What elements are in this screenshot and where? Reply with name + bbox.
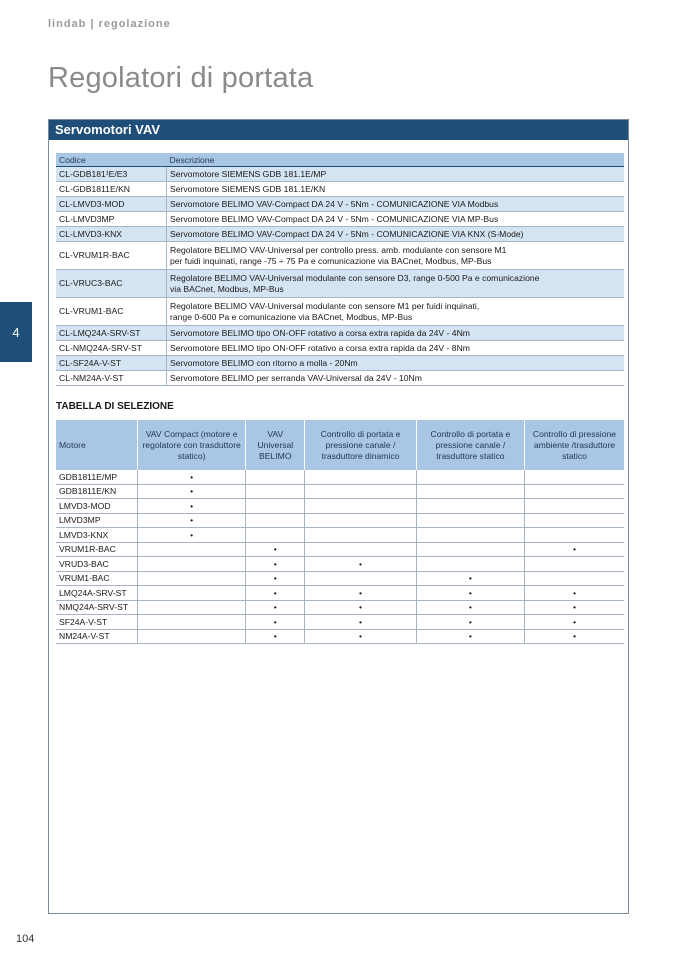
selection-cell: [416, 542, 524, 557]
motor-cell: VRUD3-BAC: [56, 557, 138, 572]
code-cell: CL-LMVD3MP: [56, 212, 167, 227]
bullet-mark: •: [359, 558, 363, 569]
code-cell: CL-LMVD3-KNX: [56, 227, 167, 242]
code-cell: CL-SF24A-V-ST: [56, 356, 167, 371]
selection-cell: [246, 484, 305, 499]
selection-row: [56, 513, 624, 528]
selection-cell: [138, 499, 246, 514]
selection-header-room-pressure: Controllo di pressione ambiente /trasduttore statico: [524, 420, 624, 470]
selection-cell: [138, 557, 246, 572]
description-line: Servomotore BELIMO con ritorno a molla - 20Nm: [170, 357, 358, 368]
selection-cell: [246, 571, 305, 586]
selection-cell: [246, 528, 305, 543]
selection-row: [56, 484, 624, 499]
motor-cell: VRUM1-BAC: [56, 571, 138, 586]
selection-row: [56, 615, 624, 630]
description-line: Servomotore BELIMO tipo ON-OFF rotativo a corsa extra rapida da 24V - 8Nm: [170, 342, 470, 353]
code-cell: CL-GDB1811E/KN: [56, 182, 167, 197]
selection-cell: [246, 629, 305, 644]
codes-row: [56, 326, 624, 341]
codes-row: [56, 167, 624, 182]
selection-cell: [416, 513, 524, 528]
bullet-mark: •: [359, 631, 363, 642]
bullet-mark: •: [468, 616, 472, 627]
description-cell: [167, 371, 625, 386]
selection-table-body: [56, 470, 624, 644]
codes-row: [56, 270, 624, 298]
selection-row: [56, 586, 624, 601]
description-line: Servomotore BELIMO VAV-Compact DA 24 V - 5Nm - COMUNICAZIONE VIA Modbus: [170, 198, 499, 209]
bullet-mark: •: [359, 587, 363, 598]
selection-header-vav-compact: VAV Compact (motore e regolatore con trasduttore statico): [138, 420, 246, 470]
selection-cell: [246, 586, 305, 601]
description-line: Servomotore BELIMO tipo ON-OFF rotativo a corsa extra rapida da 24V - 4Nm: [170, 327, 470, 338]
selection-row: [56, 542, 624, 557]
selection-cell: [524, 542, 624, 557]
selection-cell: [524, 586, 624, 601]
selection-cell: [138, 542, 246, 557]
description-cell: [167, 182, 625, 197]
selection-cell: [246, 615, 305, 630]
description-cell: [167, 197, 625, 212]
selection-table-header: [56, 420, 624, 470]
code-cell: CL-LMVD3-MOD: [56, 197, 167, 212]
bullet-mark: •: [359, 602, 363, 613]
selection-cell: [305, 470, 416, 484]
bullet-mark: •: [359, 616, 363, 627]
codes-row: [56, 227, 624, 242]
description-cell: [167, 212, 625, 227]
description-line: per fuidi inquinati, range -75 ÷ 75 Pa e comunicazione via BACnet, Modbus, MP-Bus: [170, 255, 492, 266]
bullet-mark: •: [190, 515, 194, 526]
description-line: Regolatore BELIMO VAV-Universal modulante con sensore D3, range 0-500 Pa e comunicazione: [170, 272, 540, 283]
code-cell: CL-VRUM1R-BAC: [56, 242, 167, 270]
description-line: range 0-600 Pa e comunicazione via BACnet, Modbus, MP-Bus: [170, 311, 413, 322]
description-cell: [167, 356, 625, 371]
motor-cell: NMQ24A-SRV-ST: [56, 600, 138, 615]
bullet-mark: •: [468, 573, 472, 584]
codes-header-description: Descrizione: [167, 153, 625, 167]
motor-cell: LMVD3-KNX: [56, 528, 138, 543]
selection-cell: [138, 484, 246, 499]
bullet-mark: •: [468, 587, 472, 598]
selection-cell: [246, 542, 305, 557]
bullet-mark: •: [273, 573, 277, 584]
description-cell: [167, 341, 625, 356]
selection-cell: [524, 615, 624, 630]
selection-cell: [138, 586, 246, 601]
selection-cell: [524, 484, 624, 499]
bullet-mark: •: [572, 544, 576, 555]
selection-cell: [305, 615, 416, 630]
bullet-mark: •: [273, 587, 277, 598]
selection-table: [56, 420, 624, 644]
selection-cell: [305, 499, 416, 514]
bullet-mark: •: [273, 631, 277, 642]
selection-cell: [246, 499, 305, 514]
code-cell: CL-GDB181¹E/E3: [56, 167, 167, 182]
code-cell: CL-LMQ24A-SRV-ST: [56, 326, 167, 341]
selection-header-vav-universal: VAV Universal BELIMO: [246, 420, 305, 470]
description-line: Servomotore BELIMO VAV-Compact DA 24 V - 5Nm - COMUNICAZIONE VIA KNX (S-Mode): [170, 228, 524, 239]
selection-cell: [305, 528, 416, 543]
selection-cell: [305, 586, 416, 601]
description-cell: [167, 298, 625, 326]
selection-cell: [305, 484, 416, 499]
selection-row: [56, 470, 624, 484]
selection-header-dynamic: Controllo di portata e pressione canale / trasduttore dinamico: [305, 420, 416, 470]
selection-cell: [416, 571, 524, 586]
selection-cell: [138, 528, 246, 543]
selection-cell: [305, 571, 416, 586]
selection-row: [56, 557, 624, 572]
selection-cell: [305, 629, 416, 644]
bullet-mark: •: [190, 471, 194, 482]
selection-row: [56, 629, 624, 644]
description-line: Servomotore BELIMO VAV-Compact DA 24 V - 5Nm - COMUNICAZIONE VIA MP-Bus: [170, 213, 499, 224]
bullet-mark: •: [190, 500, 194, 511]
selection-cell: [305, 600, 416, 615]
selection-cell: [138, 571, 246, 586]
codes-table-body: [56, 167, 624, 386]
selection-cell: [246, 600, 305, 615]
selection-cell: [524, 600, 624, 615]
motor-cell: LMVD3MP: [56, 513, 138, 528]
codes-row: [56, 298, 624, 326]
bullet-mark: •: [190, 529, 194, 540]
description-line: Regolatore BELIMO VAV-Universal per controllo press. amb. modulante con sensore M1: [170, 244, 507, 255]
motor-cell: GDB1811E/KN: [56, 484, 138, 499]
codes-row: [56, 182, 624, 197]
selection-cell: [246, 557, 305, 572]
selection-row: [56, 600, 624, 615]
description-cell: [167, 270, 625, 298]
selection-header-motor: Motore: [56, 420, 138, 470]
codes-row: [56, 242, 624, 270]
selection-cell: [524, 528, 624, 543]
selection-cell: [524, 571, 624, 586]
selection-cell: [138, 513, 246, 528]
selection-cell: [246, 470, 305, 484]
description-line: Servomotore BELIMO per serranda VAV-Universal da 24V - 10Nm: [170, 372, 422, 383]
selection-row: [56, 571, 624, 586]
selection-row: [56, 528, 624, 543]
codes-row: [56, 356, 624, 371]
selection-cell: [416, 528, 524, 543]
selection-cell: [138, 615, 246, 630]
selection-cell: [416, 586, 524, 601]
selection-row: [56, 499, 624, 514]
selection-cell: [524, 499, 624, 514]
bullet-mark: •: [572, 616, 576, 627]
selection-cell: [305, 513, 416, 528]
description-cell: [167, 242, 625, 270]
code-cell: CL-NMQ24A-SRV-ST: [56, 341, 167, 356]
selection-cell: [524, 557, 624, 572]
description-line: Servomotore SIEMENS GDB 181.1E/MP: [170, 168, 327, 179]
panel-title: Servomotori VAV: [49, 120, 628, 140]
selection-cell: [416, 615, 524, 630]
motor-cell: LMQ24A-SRV-ST: [56, 586, 138, 601]
codes-table: [56, 153, 624, 386]
motor-cell: NM24A-V-ST: [56, 629, 138, 644]
motor-cell: LMVD3-MOD: [56, 499, 138, 514]
description-line: Regolatore BELIMO VAV-Universal modulante con sensore M1 per fuidi inquinati,: [170, 300, 480, 311]
bullet-mark: •: [572, 587, 576, 598]
selection-cell: [305, 542, 416, 557]
selection-cell: [524, 470, 624, 484]
description-cell: [167, 167, 625, 182]
selection-header-static: Controllo di portata e pressione canale / trasduttore statico: [416, 420, 524, 470]
codes-row: [56, 212, 624, 227]
description-line: Servomotore SIEMENS GDB 181.1E/KN: [170, 183, 326, 194]
bullet-mark: •: [273, 602, 277, 613]
selection-cell: [416, 600, 524, 615]
motor-cell: SF24A-V-ST: [56, 615, 138, 630]
codes-row: [56, 197, 624, 212]
selection-cell: [416, 470, 524, 484]
selection-cell: [246, 513, 305, 528]
bullet-mark: •: [190, 486, 194, 497]
selection-cell: [416, 499, 524, 514]
codes-row: [56, 341, 624, 356]
bullet-mark: •: [273, 544, 277, 555]
selection-title: TABELLA DI SELEZIONE: [56, 401, 174, 412]
description-cell: [167, 227, 625, 242]
selection-cell: [138, 600, 246, 615]
bullet-mark: •: [468, 602, 472, 613]
bullet-mark: •: [468, 631, 472, 642]
codes-header-code: Codice: [56, 153, 167, 167]
description-cell: [167, 326, 625, 341]
motor-cell: VRUM1R-BAC: [56, 542, 138, 557]
motor-cell: GDB1811E/MP: [56, 470, 138, 484]
bullet-mark: •: [572, 631, 576, 642]
servomotori-panel: [48, 119, 629, 914]
page-title: Regolatori di portata: [48, 62, 314, 94]
selection-cell: [416, 484, 524, 499]
selection-cell: [524, 513, 624, 528]
selection-cell: [416, 629, 524, 644]
code-cell: CL-NM24A-V-ST: [56, 371, 167, 386]
code-cell: CL-VRUC3-BAC: [56, 270, 167, 298]
bullet-mark: •: [273, 616, 277, 627]
selection-cell: [416, 557, 524, 572]
code-cell: CL-VRUM1-BAC: [56, 298, 167, 326]
bullet-mark: •: [572, 602, 576, 613]
bullet-mark: •: [273, 558, 277, 569]
brand-header: lindab | regolazione: [48, 18, 171, 30]
selection-cell: [138, 629, 246, 644]
codes-row: [56, 371, 624, 386]
selection-cell: [305, 557, 416, 572]
chapter-tab: 4: [0, 302, 32, 362]
selection-cell: [138, 470, 246, 484]
codes-table-header: [56, 153, 624, 167]
selection-cell: [524, 629, 624, 644]
page-number: 104: [16, 933, 35, 945]
description-line: via BACnet, Modbus, MP-Bus: [170, 283, 284, 294]
